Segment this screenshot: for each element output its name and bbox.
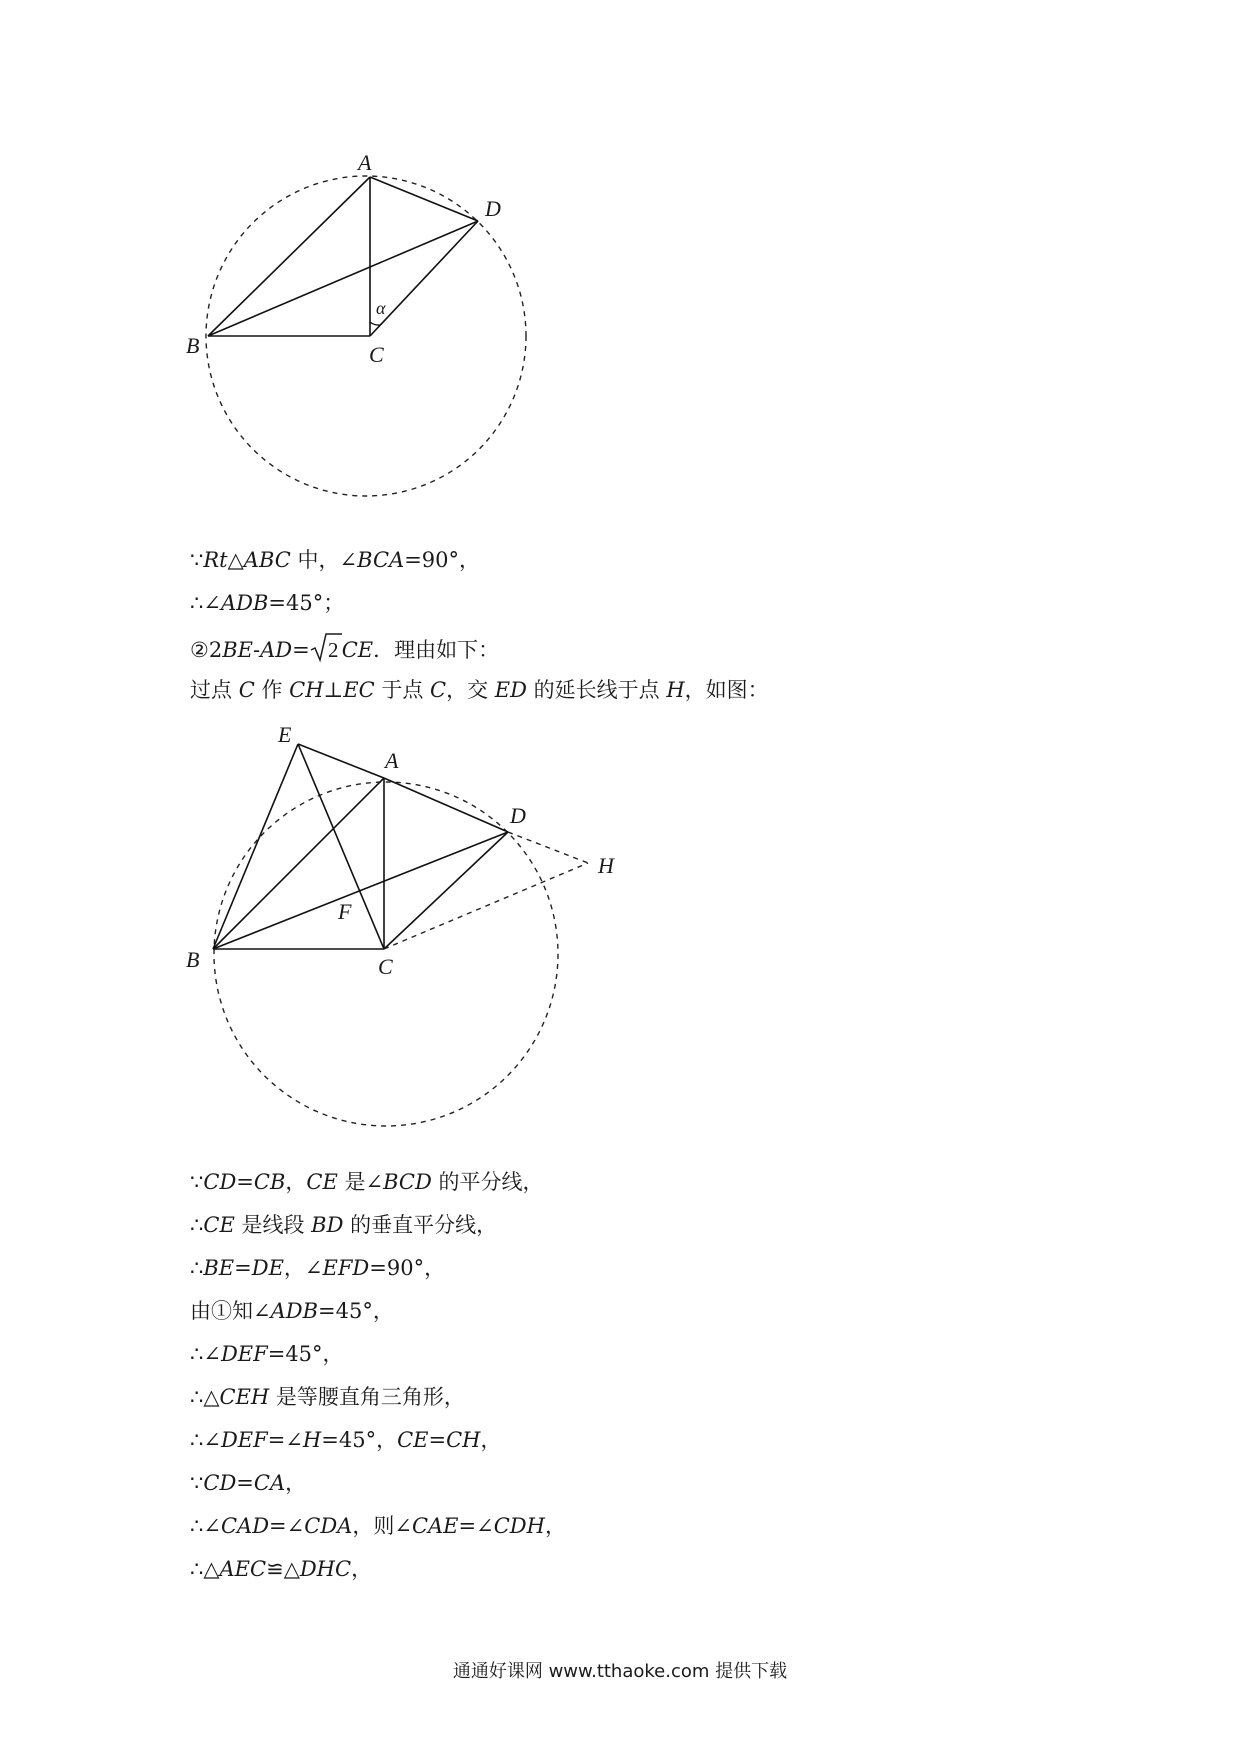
sqrt-symbol bbox=[310, 631, 342, 671]
label-C: C bbox=[369, 342, 384, 367]
segment-BD bbox=[208, 221, 478, 336]
label-F: F bbox=[338, 899, 352, 924]
segment-CD bbox=[384, 832, 508, 949]
text-line-12: ∵CD=CA， bbox=[190, 1471, 307, 1495]
segment-AD bbox=[384, 778, 508, 832]
label-B: B bbox=[186, 333, 200, 358]
text-line-7: ∴BE=DE，∠EFD=90°， bbox=[190, 1256, 446, 1280]
segment-EB bbox=[213, 744, 298, 949]
angle-alpha-arc bbox=[370, 322, 380, 325]
text-line-5: ∵CD=CB，CE 是∠BCD 的平分线， bbox=[190, 1170, 544, 1194]
figure-2-diagram bbox=[0, 700, 1240, 1140]
text-line-10: ∴△CEH 是等腰直角三角形， bbox=[190, 1385, 465, 1409]
segment-AD bbox=[370, 177, 478, 221]
text-line-8: 由①知∠ADB=45°， bbox=[190, 1299, 394, 1323]
segment-AB bbox=[208, 177, 370, 336]
segment-AB bbox=[213, 778, 384, 949]
label-B: B bbox=[186, 947, 200, 972]
text-line-9: ∴∠DEF=45°， bbox=[190, 1342, 344, 1366]
text-line-13: ∴∠CAD=∠CDA，则∠CAE=∠CDH， bbox=[190, 1514, 566, 1538]
label-alpha: α bbox=[376, 298, 386, 318]
label-D: D bbox=[510, 803, 526, 828]
svg-text:2: 2 bbox=[327, 638, 339, 662]
page-footer: 通通好课网 www.tthaoke.com 提供下载 bbox=[452, 1661, 788, 1682]
label-D: D bbox=[485, 196, 501, 221]
text-line-4: 过点 C 作 CH⊥EC 于点 C，交 ED 的延长线于点 H，如图： bbox=[190, 678, 769, 702]
label-E: E bbox=[278, 722, 292, 747]
text-line-14: ∴△AEC≌△DHC， bbox=[190, 1557, 373, 1581]
text-line-1: ∵Rt△ABC 中，∠BCA=90°， bbox=[190, 548, 481, 572]
figure-1-diagram bbox=[0, 0, 1240, 520]
text-line-11: ∴∠DEF=∠H=45°，CE=CH， bbox=[190, 1428, 502, 1452]
label-H: H bbox=[598, 853, 614, 878]
label-A: A bbox=[358, 150, 372, 175]
label-A: A bbox=[385, 748, 399, 773]
segment-BD bbox=[213, 832, 508, 949]
segment-CD bbox=[370, 221, 478, 336]
label-C: C bbox=[378, 954, 393, 979]
text-line-3: ②2BE-AD= 2 CE．理由如下： bbox=[190, 631, 499, 671]
text-line-6: ∴CE 是线段 BD 的垂直平分线， bbox=[190, 1213, 498, 1237]
segment-DH-dashed bbox=[508, 832, 588, 863]
text-line-2: ∴∠ADB=45°； bbox=[190, 591, 345, 615]
